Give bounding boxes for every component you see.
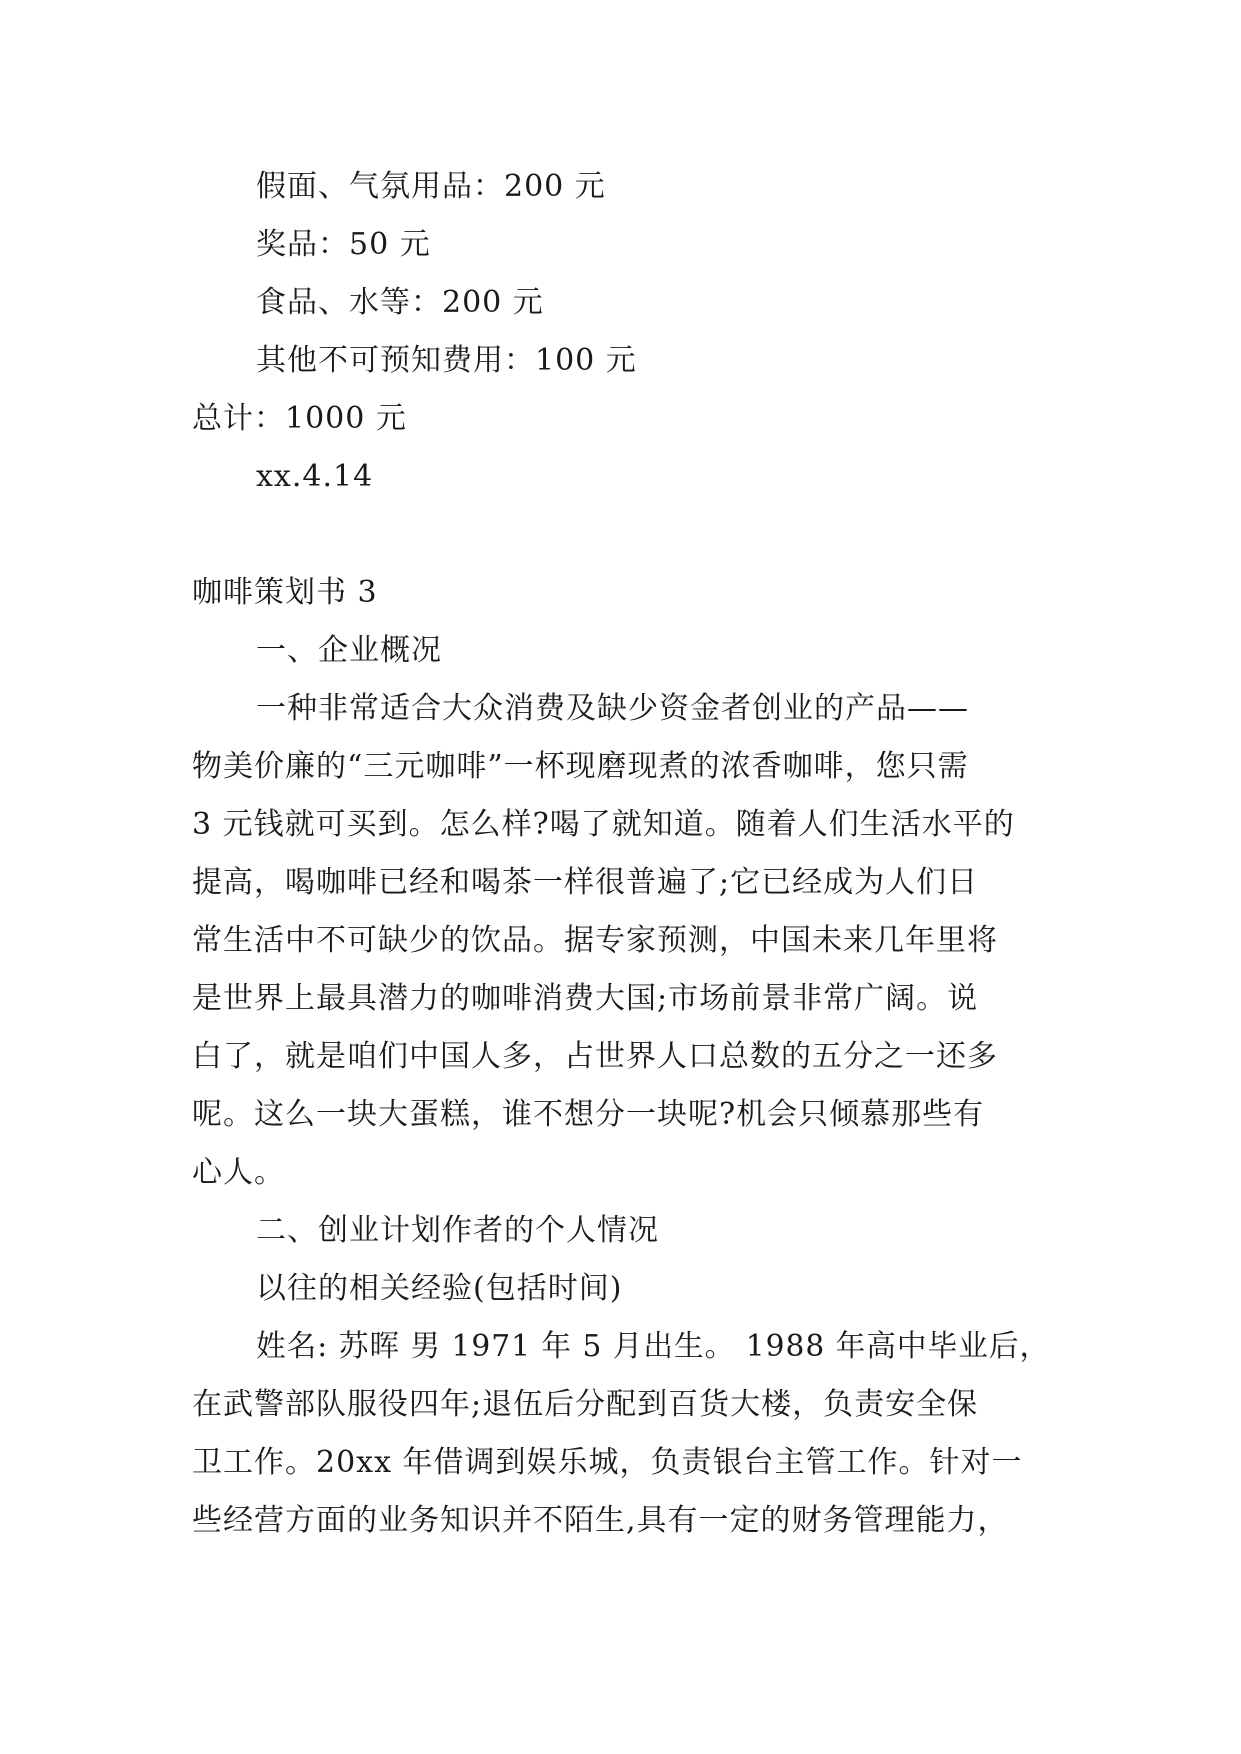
paragraph-line: 卫工作。20xx 年借调到娱乐城，负责银台主管工作。针对一: [192, 1445, 1023, 1480]
heading-author-info: 二、创业计划作者的个人情况: [256, 1213, 659, 1248]
budget-item-masks: 假面、气氛用品：200 元: [256, 169, 606, 204]
paragraph-line: 姓名: 苏晖 男 1971 年 5 月出生。 1988 年高中毕业后，: [256, 1329, 1051, 1364]
paragraph-line: 3 元钱就可买到。怎么样?喝了就知道。随着人们生活水平的: [192, 807, 1015, 842]
paragraph-line: 些经营方面的业务知识并不陌生,具有一定的财务管理能力，: [192, 1503, 1009, 1538]
paragraph-line: 一种非常适合大众消费及缺少资金者创业的产品——: [256, 691, 969, 726]
paragraph-line: 提高，喝咖啡已经和喝茶一样很普遍了;它已经成为人们日: [192, 865, 979, 900]
heading-company-overview: 一、企业概况: [256, 633, 442, 668]
paragraph-line: 白了，就是咱们中国人多，占世界人口总数的五分之一还多: [192, 1039, 998, 1074]
paragraph-line: 呢。这么一块大蛋糕，谁不想分一块呢?机会只倾慕那些有: [192, 1097, 985, 1132]
subheading-experience: 以往的相关经验(包括时间): [256, 1271, 623, 1306]
document-date: xx.4.14: [256, 459, 374, 494]
paragraph-line: 在武警部队服役四年;退伍后分配到百货大楼，负责安全保: [192, 1387, 979, 1422]
paragraph-line: 是世界上最具潜力的咖啡消费大国;市场前景非常广阔。说: [192, 981, 979, 1016]
paragraph-line: 物美价廉的“三元咖啡”一杯现磨现煮的浓香咖啡，您只需: [192, 749, 969, 784]
budget-item-other: 其他不可预知费用：100 元: [256, 343, 637, 378]
budget-item-food: 食品、水等：200 元: [256, 285, 544, 320]
paragraph-line: 心人。: [192, 1155, 285, 1190]
section-title: 咖啡策划书 3: [192, 575, 378, 610]
budget-total: 总计：1000 元: [192, 401, 407, 436]
budget-item-prizes: 奖品：50 元: [256, 227, 431, 262]
paragraph-line: 常生活中不可缺少的饮品。据专家预测，中国未来几年里将: [192, 923, 998, 958]
